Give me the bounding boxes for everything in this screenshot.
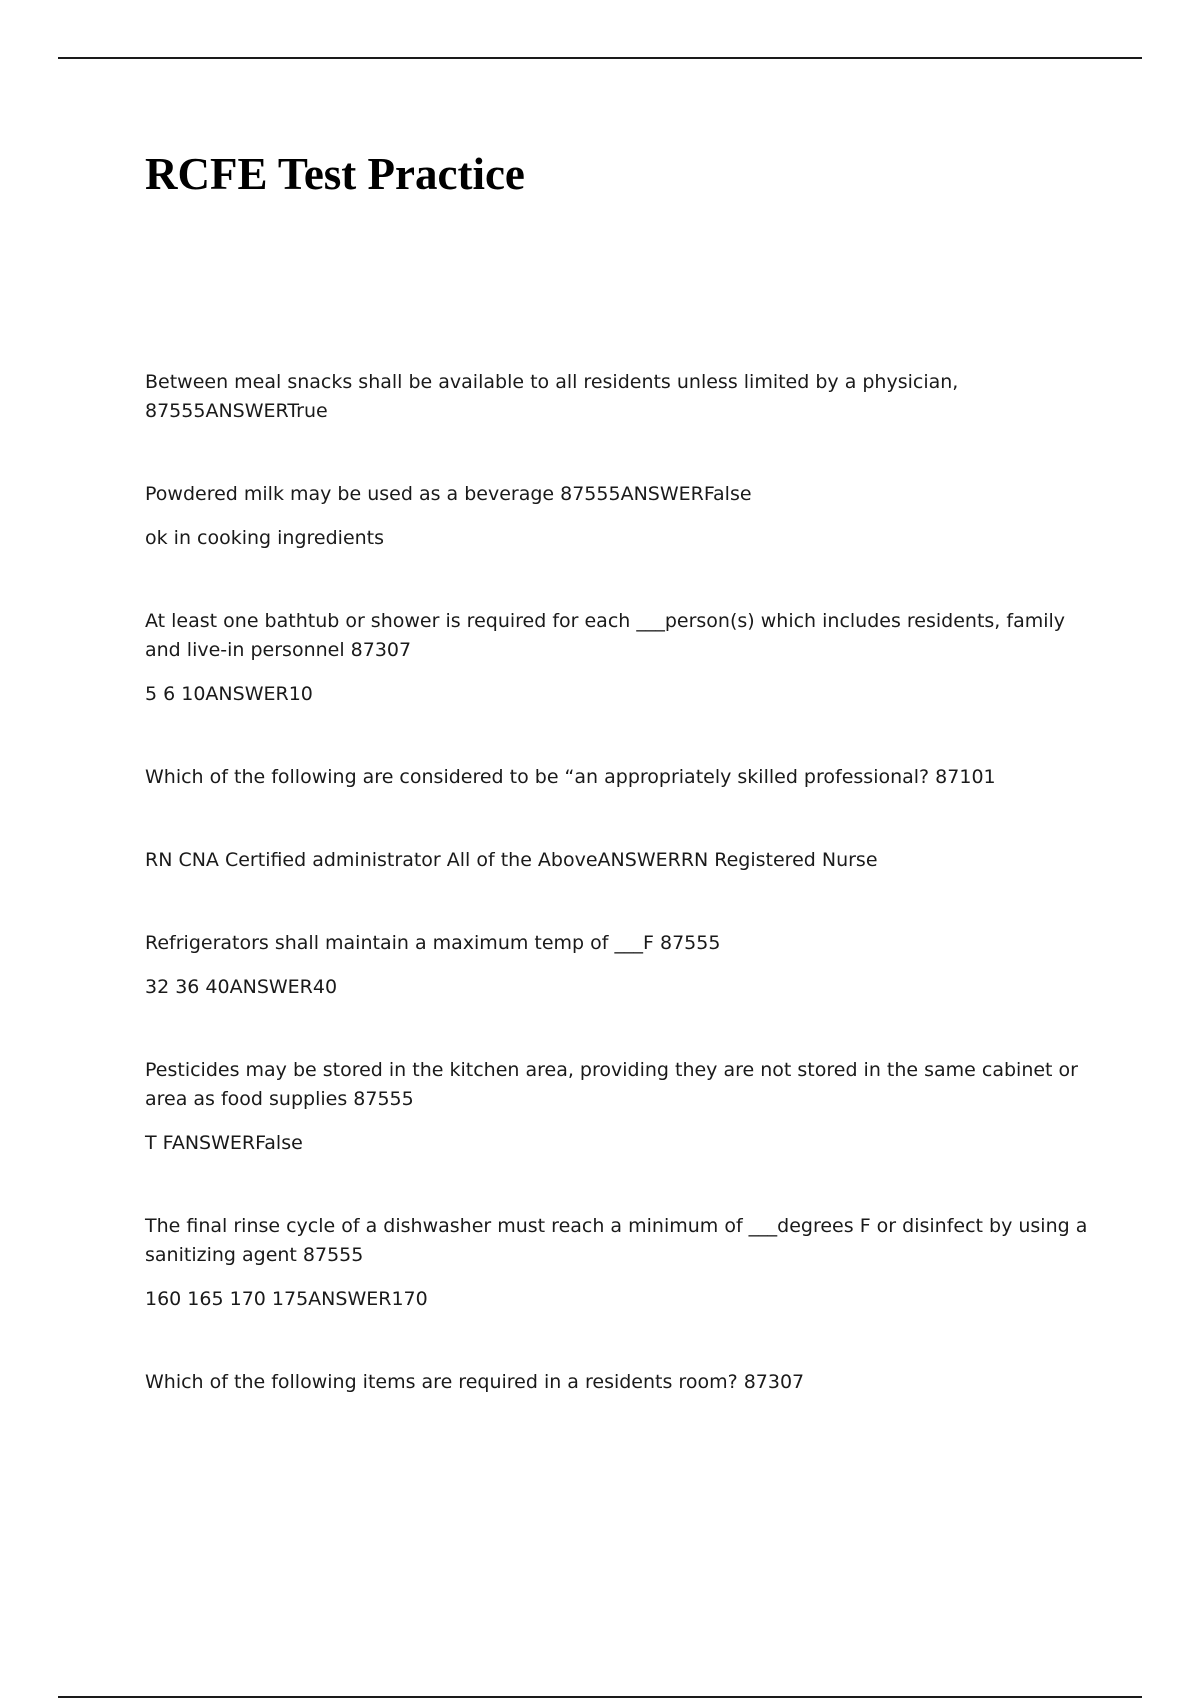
question-text: Which of the following items are required in a residents room? 87307: [145, 1371, 805, 1393]
question-text: At least one bathtub or shower is required for each ___person(s) which includes residents, family and live-in personnel 87307: [145, 610, 1066, 661]
top-rule: [58, 57, 1142, 59]
document-title: RCFE Test Practice: [145, 149, 525, 199]
question-item: [145, 1368, 1090, 1397]
question-item: [145, 846, 1090, 875]
question-item: [145, 480, 1090, 553]
bottom-rule: [58, 1696, 1142, 1698]
question-text: Powdered milk may be used as a beverage 87555ANSWERFalse: [145, 483, 752, 505]
question-text: Which of the following are considered to be “an appropriately skilled professional? 87101: [145, 766, 996, 788]
question-item: [145, 763, 1090, 792]
question-item: [145, 607, 1090, 709]
question-text: Pesticides may be stored in the kitchen area, providing they are not stored in the same cabinet or area as food supplies 87555: [145, 1059, 1078, 1110]
question-list: [145, 368, 1090, 1397]
question-item: [145, 929, 1090, 1002]
document-body: [145, 140, 1090, 1451]
answer-text: 32 36 40ANSWER40: [145, 976, 338, 998]
answer-text: 5 6 10ANSWER10: [145, 683, 313, 705]
answer-text: 160 165 170 175ANSWER170: [145, 1288, 428, 1310]
question-item: [145, 1212, 1090, 1314]
question-text: Between meal snacks shall be available to all residents unless limited by a physician, 87555ANSWERTrue: [145, 371, 959, 422]
answer-text: T FANSWERFalse: [145, 1132, 303, 1154]
question-text: The final rinse cycle of a dishwasher must reach a minimum of ___degrees F or disinfect by using a sanitizing agent 87555: [145, 1215, 1088, 1266]
question-item: [145, 368, 1090, 426]
question-text: Refrigerators shall maintain a maximum temp of ___F 87555: [145, 932, 721, 954]
question-text: RN CNA Certified administrator All of the AboveANSWERRN Registered Nurse: [145, 849, 878, 871]
answer-text: ok in cooking ingredients: [145, 527, 385, 549]
question-item: [145, 1056, 1090, 1158]
